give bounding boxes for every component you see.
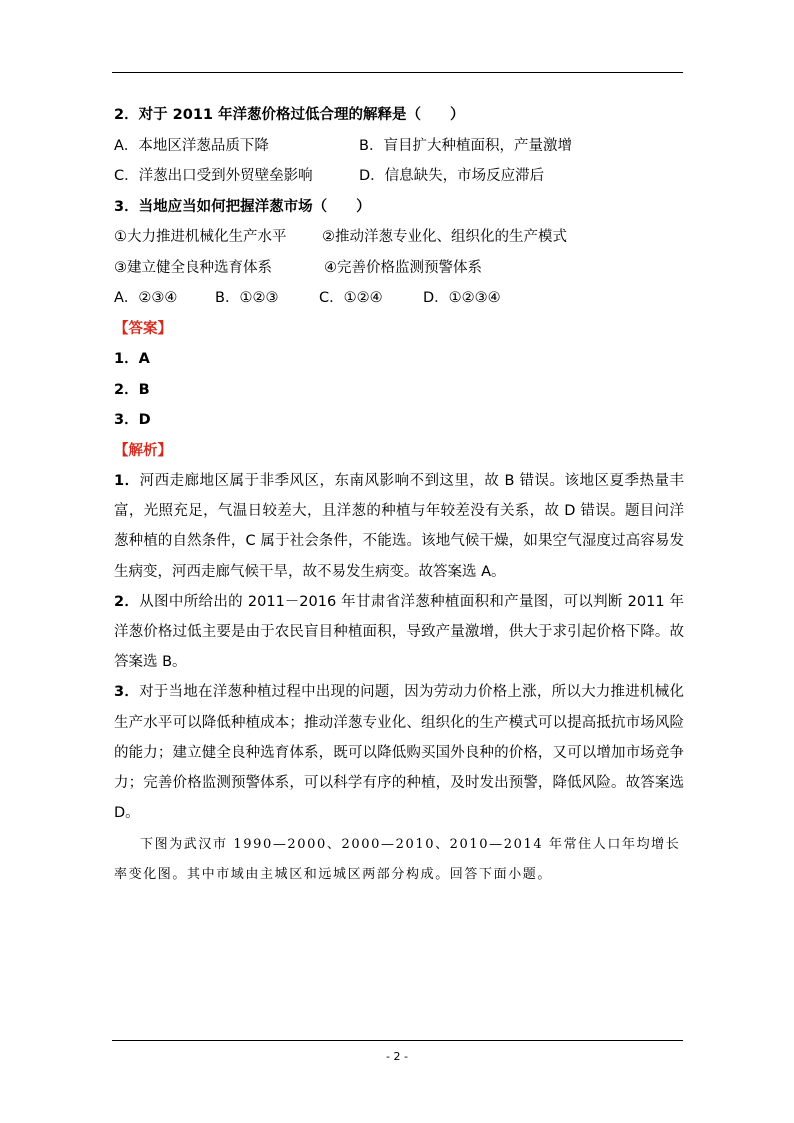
question-3-options-row bbox=[114, 283, 684, 314]
question-3-item-1: ①大力推进机械化生产水平 bbox=[114, 229, 287, 245]
question-2-stem: 2．对于 2011 年洋葱价格过低合理的解释是（ ） bbox=[114, 107, 465, 123]
analysis-1-number: 1． bbox=[114, 473, 140, 489]
question-3-item-2: ②推动洋葱专业化、组织化的生产模式 bbox=[322, 229, 567, 245]
answer-heading: 【答案】 bbox=[114, 320, 172, 337]
analysis-2-text: 从图中所给出的 2011－2016 年甘肃省洋葱种植面积和产量图，可以判断 2011 年洋葱价格过低主要是由于农民盲目种植面积，导致产量激增，供大于求引起价格下降。故答案选 B。 bbox=[114, 593, 684, 671]
answer-2: 2．B bbox=[114, 381, 150, 398]
question-3-option-a: A．②③④ bbox=[114, 290, 178, 306]
analysis-3-number: 3． bbox=[114, 684, 140, 701]
answer-3: 3．D bbox=[114, 412, 151, 428]
page-number: - 2 - bbox=[386, 1050, 408, 1063]
question-3-option-c: C．①②④ bbox=[319, 290, 383, 306]
question-2-options-row-1 bbox=[114, 131, 684, 162]
page-content bbox=[114, 100, 684, 890]
analysis-paragraph-3 bbox=[114, 677, 684, 828]
analysis-3-text: 对于当地在洋葱种植过程中出现的问题，因为劳动力价格上涨，所以大力推进机械化生产水平可以降低种植成本；推动洋葱专业化、组织化的生产模式可以提高抵抗市场风险的能力；建立健全良种选育体系，既可以降低购买国外良种的价格，又可以增加市场竞争力；完善价格监测预警体系，可以科学有序的种植，及时发出预警，降低风险。故答案选 D。 bbox=[114, 684, 684, 822]
question-2-option-b: B．盲目扩大种植面积，产量激增 bbox=[359, 137, 572, 154]
question-2-options-row-2 bbox=[114, 161, 684, 192]
analysis-1-text: 河西走廊地区属于非季风区，东南风影响不到这里，故 B 错误。该地区夏季热量丰富，光照充足，气温日较差大，且洋葱的种植与年较差没有关系，故 D 错误。题目问洋葱种植的自然条件，C 属于社会条件，不能选。该地气候干燥，如果空气湿度过高容易发生病变，河西走廊气候干旱，故不易发生病变。故答案选 A。 bbox=[114, 473, 684, 580]
question-3-option-d: D．①②③④ bbox=[423, 290, 501, 306]
question-3-item-4: ④完善价格监测预警体系 bbox=[324, 259, 482, 276]
analysis-heading: 【解析】 bbox=[114, 442, 172, 459]
question-2-option-c: C．洋葱出口受到外贸壁垒影响 bbox=[114, 168, 313, 184]
question-3-stem: 3．当地应当如何把握洋葱市场（ ） bbox=[114, 198, 371, 215]
question-3-items-row-2 bbox=[114, 253, 684, 284]
footer-rule bbox=[112, 1040, 683, 1041]
next-question-intro: 下图为武汉市 1990—2000、2000—2010、2010—2014 年常住人口年均增长率变化图。其中市域由主城区和远城区两部分构成。回答下面小题。 bbox=[114, 837, 681, 883]
question-3-item-3: ③建立健全良种选育体系 bbox=[114, 259, 272, 276]
analysis-paragraph-2 bbox=[114, 587, 684, 678]
analysis-2-number: 2． bbox=[114, 593, 140, 610]
answer-1: 1．A bbox=[114, 351, 150, 367]
analysis-paragraph-1 bbox=[114, 466, 684, 587]
question-2-option-a: A．本地区洋葱品质下降 bbox=[114, 137, 269, 154]
question-2-option-d: D．信息缺失，市场反应滞后 bbox=[359, 168, 545, 184]
question-3-items-row-1 bbox=[114, 222, 684, 253]
header-rule bbox=[112, 72, 683, 73]
question-3-option-b: B．①②③ bbox=[215, 290, 279, 306]
